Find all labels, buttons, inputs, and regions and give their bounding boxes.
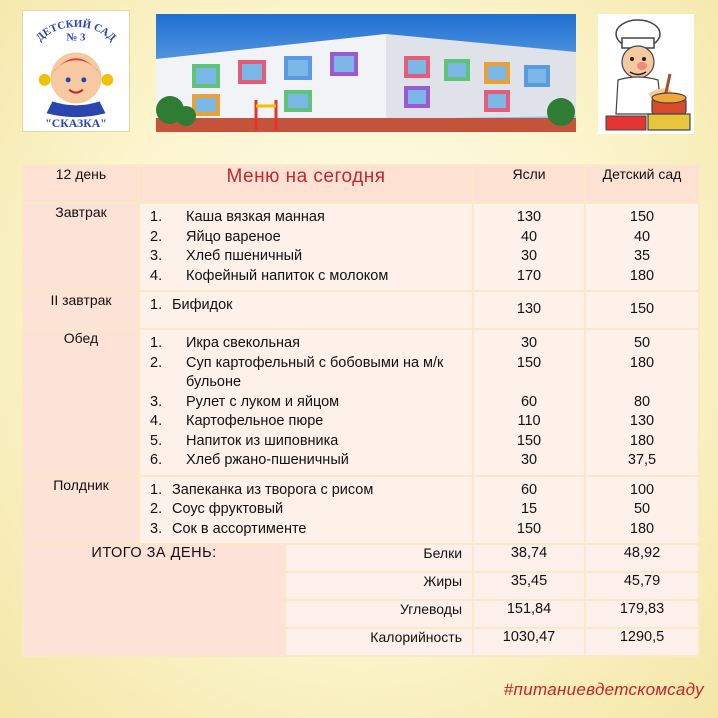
logo-top-text: ДЕТСКИЙ САД — [33, 17, 119, 44]
chef-illustration — [598, 14, 694, 134]
dish-number: 2. — [150, 354, 163, 371]
portion-value: 35 — [633, 248, 651, 264]
portion-value: 37,5 — [627, 452, 657, 468]
dish-number: 4. — [150, 267, 163, 284]
page-title: Меню на сегодня — [139, 165, 473, 203]
dish-name: Кофейный напиток с молоком — [186, 267, 389, 284]
portion-value: 30 — [520, 335, 538, 351]
dish-number: 3. — [150, 520, 163, 537]
day-label: 12 день — [23, 165, 139, 203]
nutrient-value-nursery: 35,45 — [473, 572, 585, 600]
logo-emblem-icon — [23, 11, 129, 131]
kindergarten-logo — [22, 10, 130, 132]
kindergarten-portions — [585, 329, 699, 476]
portion-value: 150 — [516, 432, 542, 449]
meal-name: Завтрак — [23, 203, 139, 291]
dish-name: Хлеб пшеничный — [186, 248, 303, 264]
meal-row-lunch — [23, 329, 699, 476]
logo-name: "СКАЗКА" — [45, 116, 107, 130]
dish-number: 3. — [150, 248, 163, 264]
portion-value: 130 — [629, 413, 655, 429]
list-item — [150, 228, 472, 248]
list-item — [150, 520, 472, 540]
meal-row-snack — [23, 476, 699, 545]
dish-name: Сок в ассортименте — [172, 520, 307, 537]
list-item — [150, 481, 472, 501]
meal-items — [139, 476, 473, 545]
list-item — [150, 500, 472, 520]
column-header-kindergarten: Детский сад — [585, 165, 699, 203]
list-item — [150, 432, 472, 452]
nutrient-value-kindergarten: 45,79 — [585, 572, 699, 600]
dish-name: Запеканка из творога с рисом — [172, 481, 374, 498]
portion-value: 15 — [520, 501, 538, 517]
portion-value: 130 — [516, 209, 542, 225]
total-row-protein — [23, 544, 699, 572]
portion-value: 150 — [516, 520, 542, 537]
nutrient-value-kindergarten: 48,92 — [585, 544, 699, 572]
kindergarten-portions — [585, 476, 699, 545]
day-total-label: ИТОГО ЗА ДЕНЬ: — [23, 544, 285, 656]
meal-items — [139, 203, 473, 291]
dish-number: 5. — [150, 432, 163, 449]
nursery-portions — [473, 203, 585, 291]
nutrient-label: Жиры — [285, 572, 473, 600]
meal-row-second-breakfast — [23, 291, 699, 329]
menu-table — [22, 164, 700, 657]
meal-items — [139, 329, 473, 476]
nutrient-value-nursery: 1030,47 — [473, 628, 585, 656]
portion-value: 150 — [516, 354, 542, 371]
list-item — [150, 354, 472, 393]
dish-number: 3. — [150, 393, 163, 410]
kindergarten-portions — [585, 203, 699, 291]
meal-name: Полдник — [23, 476, 139, 545]
dish-name: Хлеб ржано-пшеничный — [186, 452, 349, 468]
portion-value: 180 — [629, 267, 655, 284]
list-item — [150, 208, 472, 228]
dish-number: 1. — [150, 209, 163, 225]
dish-list — [140, 204, 472, 290]
portion-value: 50 — [633, 501, 651, 517]
dish-number: 6. — [150, 452, 163, 468]
portion-value: 150 — [629, 209, 655, 225]
nursery-portions — [473, 476, 585, 545]
meal-name: Обед — [23, 329, 139, 476]
nutrient-value-nursery: 38,74 — [473, 544, 585, 572]
portion-value: 50 — [633, 335, 651, 351]
portion-value: 40 — [633, 228, 651, 245]
dish-name: Напиток из шиповника — [186, 432, 339, 449]
portion-value: 150 — [629, 301, 655, 318]
list-item — [150, 451, 472, 471]
portion-value: 100 — [629, 481, 655, 498]
nutrient-value-kindergarten: 1290,5 — [585, 628, 699, 656]
portion-value: 180 — [629, 354, 655, 371]
portion-value: 60 — [520, 393, 538, 410]
dish-number: 1. — [150, 481, 163, 498]
list-item — [150, 296, 472, 316]
dish-list — [140, 292, 472, 320]
meal-row-breakfast — [23, 203, 699, 291]
portion-value: 180 — [629, 432, 655, 449]
nutrient-label: Калорийность — [285, 628, 473, 656]
dish-name: Рулет с луком и яйцом — [186, 393, 340, 410]
portion-value: 110 — [517, 413, 541, 429]
dish-name: Яйцо вареное — [186, 228, 281, 245]
dish-number: 1. — [150, 297, 163, 313]
nutrient-label: Углеводы — [285, 600, 473, 628]
dish-name: Суп картофельный с бобовыми на м/к бульоне — [186, 354, 444, 390]
portion-value: 30 — [520, 248, 538, 264]
dish-name: Картофельное пюре — [186, 413, 324, 429]
nutrient-value-nursery: 151,84 — [473, 600, 585, 628]
list-item — [150, 393, 472, 413]
portion-value: 60 — [520, 481, 538, 498]
building-photo — [156, 14, 576, 132]
dish-number: 2. — [150, 228, 163, 245]
nutrient-value-kindergarten: 179,83 — [585, 600, 699, 628]
portion-value: 40 — [520, 228, 538, 245]
dish-list — [140, 477, 472, 544]
logo-number: № 3 — [66, 31, 86, 44]
list-item — [150, 412, 472, 432]
nutrient-label: Белки — [285, 544, 473, 572]
column-header-nursery: Ясли — [473, 165, 585, 203]
portion-value: 170 — [516, 267, 542, 284]
chef-icon — [598, 14, 694, 134]
dish-number: 4. — [150, 413, 163, 429]
dish-name: Каша вязкая манная — [186, 209, 325, 225]
portion-value: 30 — [520, 452, 538, 468]
header-row — [23, 165, 699, 203]
nursery-portions — [473, 329, 585, 476]
list-item — [150, 247, 472, 267]
portion-value: 130 — [516, 301, 542, 318]
dish-number: 1. — [150, 335, 163, 351]
nursery-portions — [473, 291, 585, 329]
dish-list — [140, 330, 472, 475]
meal-name: II завтрак — [23, 291, 139, 329]
dish-name: Икра свекольная — [186, 335, 300, 351]
kindergarten-portions — [585, 291, 699, 329]
hashtag: #питаниевдетскомсаду — [503, 680, 704, 699]
dish-name: Бифидок — [172, 297, 233, 313]
dish-number: 2. — [150, 501, 163, 517]
meal-items — [139, 291, 473, 329]
list-item — [150, 334, 472, 354]
list-item — [150, 267, 472, 287]
dish-name: Соус фруктовый — [172, 501, 284, 517]
building-photo-image — [156, 14, 576, 132]
portion-value: 180 — [629, 520, 655, 537]
portion-value: 80 — [633, 393, 651, 410]
